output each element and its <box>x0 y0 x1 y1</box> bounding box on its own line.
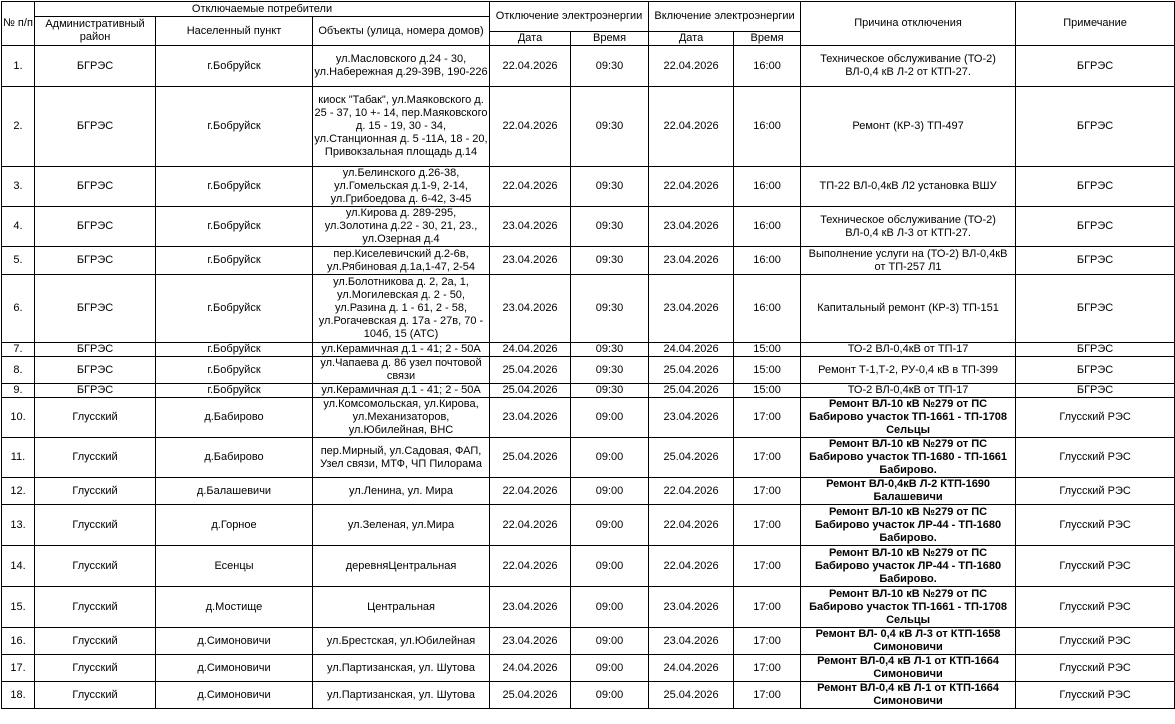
row-settlement: г.Бобруйск <box>156 207 313 247</box>
outage-table <box>1 1 1175 709</box>
row-note: Глусский РЭС <box>1016 478 1175 505</box>
row-number: 9. <box>2 384 35 398</box>
row-note: БГРЭС <box>1016 167 1175 207</box>
row-number: 3. <box>2 167 35 207</box>
header-off-time: Время <box>571 32 649 46</box>
table-row <box>2 682 1175 709</box>
row-off-time: 09:30 <box>571 247 649 275</box>
row-on-date: 23.04.2026 <box>649 207 734 247</box>
header-note: Примечание <box>1016 2 1175 46</box>
row-on-time: 16:00 <box>734 167 801 207</box>
row-settlement: г.Бобруйск <box>156 167 313 207</box>
row-reason: Ремонт ВЛ-10 кВ №279 от ПС Бабирово участок ЛР-44 - ТП-1680 Бабирово. <box>801 505 1016 546</box>
header-on-date: Дата <box>649 32 734 46</box>
header-on-time: Время <box>734 32 801 46</box>
row-district: Глусский <box>35 546 156 587</box>
table-row <box>2 655 1175 682</box>
table-row <box>2 207 1175 247</box>
row-on-time: 17:00 <box>734 478 801 505</box>
row-number: 14. <box>2 546 35 587</box>
row-number: 16. <box>2 628 35 655</box>
row-number: 5. <box>2 247 35 275</box>
row-settlement: г.Бобруйск <box>156 247 313 275</box>
row-off-date: 25.04.2026 <box>490 357 571 384</box>
row-objects: ул.Болотникова д. 2, 2а, 1, ул.Могилевская д. 2 - 50, ул.Разина д. 1 - 61, 2 - 58, ул.Рогачевская д. 17а - 27в, 70 - 104б, 15 (АТС) <box>313 275 490 343</box>
row-reason: Ремонт ВЛ-10 кВ №279 от ПС Бабирово участок ТП-1661 - ТП-1708 Сельцы <box>801 587 1016 628</box>
row-reason: Техническое обслуживание (ТО-2) ВЛ-0,4 кВ Л-3 от КТП-27. <box>801 207 1016 247</box>
row-on-time: 17:00 <box>734 587 801 628</box>
row-on-time: 17:00 <box>734 628 801 655</box>
row-settlement: д.Бабирово <box>156 438 313 478</box>
row-objects: ул.Зеленая, ул.Мира <box>313 505 490 546</box>
row-settlement: г.Бобруйск <box>156 46 313 87</box>
row-off-date: 23.04.2026 <box>490 628 571 655</box>
row-number: 2. <box>2 87 35 167</box>
row-on-time: 15:00 <box>734 384 801 398</box>
row-on-time: 17:00 <box>734 546 801 587</box>
row-number: 6. <box>2 275 35 343</box>
row-settlement: д.Мостище <box>156 587 313 628</box>
row-off-time: 09:30 <box>571 167 649 207</box>
row-on-time: 16:00 <box>734 275 801 343</box>
row-reason: Ремонт ВЛ-0,4кВ Л-2 КТП-1690 Балашевичи <box>801 478 1016 505</box>
row-objects: ул.Керамичная д.1 - 41; 2 - 50А <box>313 384 490 398</box>
table-row <box>2 438 1175 478</box>
header-off-date: Дата <box>490 32 571 46</box>
row-off-date: 25.04.2026 <box>490 384 571 398</box>
row-off-time: 09:00 <box>571 505 649 546</box>
row-reason: ТП-22 ВЛ-0,4кВ Л2 установка ВШУ <box>801 167 1016 207</box>
row-objects: пер.Киселевичский д.2-6в, ул.Рябиновая д.1а,1-47, 2-54 <box>313 247 490 275</box>
header-reason: Причина отключения <box>801 2 1016 46</box>
row-off-date: 24.04.2026 <box>490 655 571 682</box>
row-off-time: 09:00 <box>571 628 649 655</box>
row-settlement: г.Бобруйск <box>156 343 313 357</box>
row-settlement: Есенцы <box>156 546 313 587</box>
row-settlement: г.Бобруйск <box>156 87 313 167</box>
row-reason: Ремонт ВЛ-10 кВ №279 от ПС Бабирово участок ТП-1680 - ТП-1661 Бабирово. <box>801 438 1016 478</box>
row-on-date: 22.04.2026 <box>649 478 734 505</box>
row-off-time: 09:30 <box>571 207 649 247</box>
row-off-date: 23.04.2026 <box>490 247 571 275</box>
table-row <box>2 46 1175 87</box>
row-district: БГРЭС <box>35 167 156 207</box>
row-on-date: 23.04.2026 <box>649 587 734 628</box>
row-on-time: 15:00 <box>734 343 801 357</box>
row-on-date: 22.04.2026 <box>649 546 734 587</box>
row-off-date: 22.04.2026 <box>490 546 571 587</box>
row-note: Глусский РЭС <box>1016 546 1175 587</box>
row-number: 8. <box>2 357 35 384</box>
table-row <box>2 87 1175 167</box>
row-reason: Капитальный ремонт (КР-3) ТП-151 <box>801 275 1016 343</box>
row-off-time: 09:00 <box>571 587 649 628</box>
row-settlement: г.Бобруйск <box>156 384 313 398</box>
row-note: БГРЭС <box>1016 384 1175 398</box>
row-objects: ул.Чапаева д. 86 узел почтовой связи <box>313 357 490 384</box>
row-off-date: 22.04.2026 <box>490 505 571 546</box>
row-number: 4. <box>2 207 35 247</box>
row-note: БГРЭС <box>1016 357 1175 384</box>
header-consumers: Отключаемые потребители <box>35 2 490 17</box>
row-off-date: 23.04.2026 <box>490 275 571 343</box>
row-off-time: 09:30 <box>571 343 649 357</box>
row-on-date: 24.04.2026 <box>649 655 734 682</box>
row-reason: Ремонт ВЛ-0,4 кВ Л-1 от КТП-1664 Симоновичи <box>801 682 1016 709</box>
row-off-time: 09:00 <box>571 438 649 478</box>
row-objects: ул.Комсомольская, ул.Кирова, ул.Механизаторов, ул.Юбилейная, ВНС <box>313 398 490 438</box>
row-reason: Ремонт ВЛ- 0,4 кВ Л-3 от КТП-1658 Симоновичи <box>801 628 1016 655</box>
row-note: Глусский РЭС <box>1016 628 1175 655</box>
row-reason: ТО-2 ВЛ-0,4кВ от ТП-17 <box>801 384 1016 398</box>
row-on-time: 16:00 <box>734 207 801 247</box>
row-objects: ул.Партизанская, ул. Шутова <box>313 655 490 682</box>
row-district: Глусский <box>35 438 156 478</box>
row-off-date: 22.04.2026 <box>490 87 571 167</box>
row-district: Глусский <box>35 682 156 709</box>
table-row <box>2 587 1175 628</box>
row-district: Глусский <box>35 655 156 682</box>
row-off-date: 23.04.2026 <box>490 207 571 247</box>
row-off-time: 09:30 <box>571 87 649 167</box>
row-district: БГРЭС <box>35 343 156 357</box>
table-row <box>2 478 1175 505</box>
header-on: Включение электроэнергии <box>649 2 801 32</box>
row-off-time: 09:30 <box>571 357 649 384</box>
row-note: БГРЭС <box>1016 46 1175 87</box>
row-district: БГРЭС <box>35 384 156 398</box>
row-on-time: 17:00 <box>734 398 801 438</box>
row-on-time: 16:00 <box>734 247 801 275</box>
row-off-date: 23.04.2026 <box>490 587 571 628</box>
row-off-time: 09:30 <box>571 384 649 398</box>
row-objects: Центральная <box>313 587 490 628</box>
row-on-date: 23.04.2026 <box>649 275 734 343</box>
row-reason: Ремонт Т-1,Т-2, РУ-0,4 кВ в ТП-399 <box>801 357 1016 384</box>
row-on-date: 23.04.2026 <box>649 398 734 438</box>
table-header <box>2 2 1175 46</box>
row-note: БГРЭС <box>1016 275 1175 343</box>
header-settlement: Населенный пункт <box>156 17 313 46</box>
row-on-date: 22.04.2026 <box>649 87 734 167</box>
row-objects: ул.Брестская, ул.Юбилейная <box>313 628 490 655</box>
row-note: Глусский РЭС <box>1016 655 1175 682</box>
row-objects: деревняЦентральная <box>313 546 490 587</box>
table-row <box>2 357 1175 384</box>
table-body <box>2 46 1175 709</box>
row-number: 12. <box>2 478 35 505</box>
row-on-date: 25.04.2026 <box>649 384 734 398</box>
table-row <box>2 546 1175 587</box>
row-note: Глусский РЭС <box>1016 505 1175 546</box>
row-objects: ул.Белинского д.26-38, ул.Гомельская д.1-9, 2-14, ул.Грибоедова д. 6-42, 3-45 <box>313 167 490 207</box>
row-number: 10. <box>2 398 35 438</box>
row-on-date: 25.04.2026 <box>649 357 734 384</box>
row-off-time: 09:00 <box>571 398 649 438</box>
row-on-date: 25.04.2026 <box>649 682 734 709</box>
row-district: БГРЭС <box>35 207 156 247</box>
row-district: Глусский <box>35 587 156 628</box>
row-off-time: 09:00 <box>571 682 649 709</box>
row-number: 11. <box>2 438 35 478</box>
row-off-date: 22.04.2026 <box>490 46 571 87</box>
row-district: Глусский <box>35 628 156 655</box>
header-num: № п/п <box>2 2 35 46</box>
table-row <box>2 275 1175 343</box>
row-objects: ул.Керамичная д.1 - 41; 2 - 50А <box>313 343 490 357</box>
row-number: 7. <box>2 343 35 357</box>
row-note: БГРЭС <box>1016 207 1175 247</box>
row-reason: Ремонт ВЛ-0,4 кВ Л-1 от КТП-1664 Симоновичи <box>801 655 1016 682</box>
header-objects: Объекты (улица, номера домов) <box>313 17 490 46</box>
row-district: БГРЭС <box>35 247 156 275</box>
table-row <box>2 343 1175 357</box>
row-settlement: д.Бабирово <box>156 398 313 438</box>
table-row <box>2 384 1175 398</box>
row-district: БГРЭС <box>35 357 156 384</box>
row-reason: Ремонт ВЛ-10 кВ №279 от ПС Бабирово участок ЛР-44 - ТП-1680 Бабирово. <box>801 546 1016 587</box>
row-note: Глусский РЭС <box>1016 587 1175 628</box>
row-note: БГРЭС <box>1016 343 1175 357</box>
row-district: Глусский <box>35 505 156 546</box>
row-settlement: д.Балашевичи <box>156 478 313 505</box>
row-on-date: 24.04.2026 <box>649 343 734 357</box>
row-note: БГРЭС <box>1016 247 1175 275</box>
table-row <box>2 398 1175 438</box>
row-objects: ул.Масловского д.24 - 30, ул.Набережная д.29-39В, 190-226 <box>313 46 490 87</box>
row-number: 1. <box>2 46 35 87</box>
row-objects: ул.Кирова д. 289-295, ул.Золотина д.22 - 30, 21, 23., ул.Озерная д.4 <box>313 207 490 247</box>
row-on-date: 23.04.2026 <box>649 628 734 655</box>
table-row <box>2 167 1175 207</box>
row-off-date: 25.04.2026 <box>490 438 571 478</box>
row-district: Глусский <box>35 478 156 505</box>
row-on-time: 17:00 <box>734 505 801 546</box>
row-off-time: 09:00 <box>571 546 649 587</box>
row-district: БГРЭС <box>35 46 156 87</box>
row-reason: Ремонт ВЛ-10 кВ №279 от ПС Бабирово участок ТП-1661 - ТП-1708 Сельцы <box>801 398 1016 438</box>
row-number: 15. <box>2 587 35 628</box>
row-on-date: 22.04.2026 <box>649 46 734 87</box>
row-reason: ТО-2 ВЛ-0,4кВ от ТП-17 <box>801 343 1016 357</box>
row-on-time: 16:00 <box>734 87 801 167</box>
row-on-time: 16:00 <box>734 46 801 87</box>
row-off-date: 22.04.2026 <box>490 478 571 505</box>
row-number: 13. <box>2 505 35 546</box>
row-reason: Ремонт (КР-3) ТП-497 <box>801 87 1016 167</box>
row-note: Глусский РЭС <box>1016 438 1175 478</box>
row-district: БГРЭС <box>35 275 156 343</box>
table-row <box>2 247 1175 275</box>
row-off-date: 23.04.2026 <box>490 398 571 438</box>
row-district: Глусский <box>35 398 156 438</box>
table-row <box>2 505 1175 546</box>
row-settlement: д.Симоновичи <box>156 628 313 655</box>
row-reason: Техническое обслуживание (ТО-2) ВЛ-0,4 кВ Л-2 от КТП-27. <box>801 46 1016 87</box>
row-off-date: 22.04.2026 <box>490 167 571 207</box>
row-off-time: 09:30 <box>571 275 649 343</box>
row-objects: ул.Ленина, ул. Мира <box>313 478 490 505</box>
row-objects: киоск "Табак", ул.Маяковского д. 25 - 37, 10 +- 14, пер.Маяковского д. 15 - 19, 30 - 34, ул.Станционная д. 5 -11А, 18 - 20, Привокзальная площадь д.14 <box>313 87 490 167</box>
row-on-time: 17:00 <box>734 438 801 478</box>
row-on-date: 23.04.2026 <box>649 247 734 275</box>
row-objects: ул.Партизанская, ул. Шутова <box>313 682 490 709</box>
table-row <box>2 628 1175 655</box>
row-off-date: 24.04.2026 <box>490 343 571 357</box>
row-off-date: 25.04.2026 <box>490 682 571 709</box>
row-on-time: 15:00 <box>734 357 801 384</box>
row-on-time: 17:00 <box>734 682 801 709</box>
row-number: 17. <box>2 655 35 682</box>
row-note: БГРЭС <box>1016 87 1175 167</box>
row-reason: Выполнение услуги на (ТО-2) ВЛ-0,4кВ от ТП-257 Л1 <box>801 247 1016 275</box>
row-objects: пер.Мирный, ул.Садовая, ФАП, Узел связи, МТФ, ЧП Пилорама <box>313 438 490 478</box>
row-note: Глусский РЭС <box>1016 398 1175 438</box>
row-on-date: 22.04.2026 <box>649 505 734 546</box>
header-district: Административный район <box>35 17 156 46</box>
row-settlement: г.Бобруйск <box>156 275 313 343</box>
row-off-time: 09:00 <box>571 478 649 505</box>
row-on-time: 17:00 <box>734 655 801 682</box>
header-off: Отключение электроэнергии <box>490 2 649 32</box>
row-settlement: д.Симоновичи <box>156 682 313 709</box>
row-number: 18. <box>2 682 35 709</box>
row-settlement: г.Бобруйск <box>156 357 313 384</box>
row-off-time: 09:30 <box>571 46 649 87</box>
row-settlement: д.Симоновичи <box>156 655 313 682</box>
row-note: Глусский РЭС <box>1016 682 1175 709</box>
row-district: БГРЭС <box>35 87 156 167</box>
row-on-date: 25.04.2026 <box>649 438 734 478</box>
row-settlement: д.Горное <box>156 505 313 546</box>
row-off-time: 09:00 <box>571 655 649 682</box>
row-on-date: 22.04.2026 <box>649 167 734 207</box>
